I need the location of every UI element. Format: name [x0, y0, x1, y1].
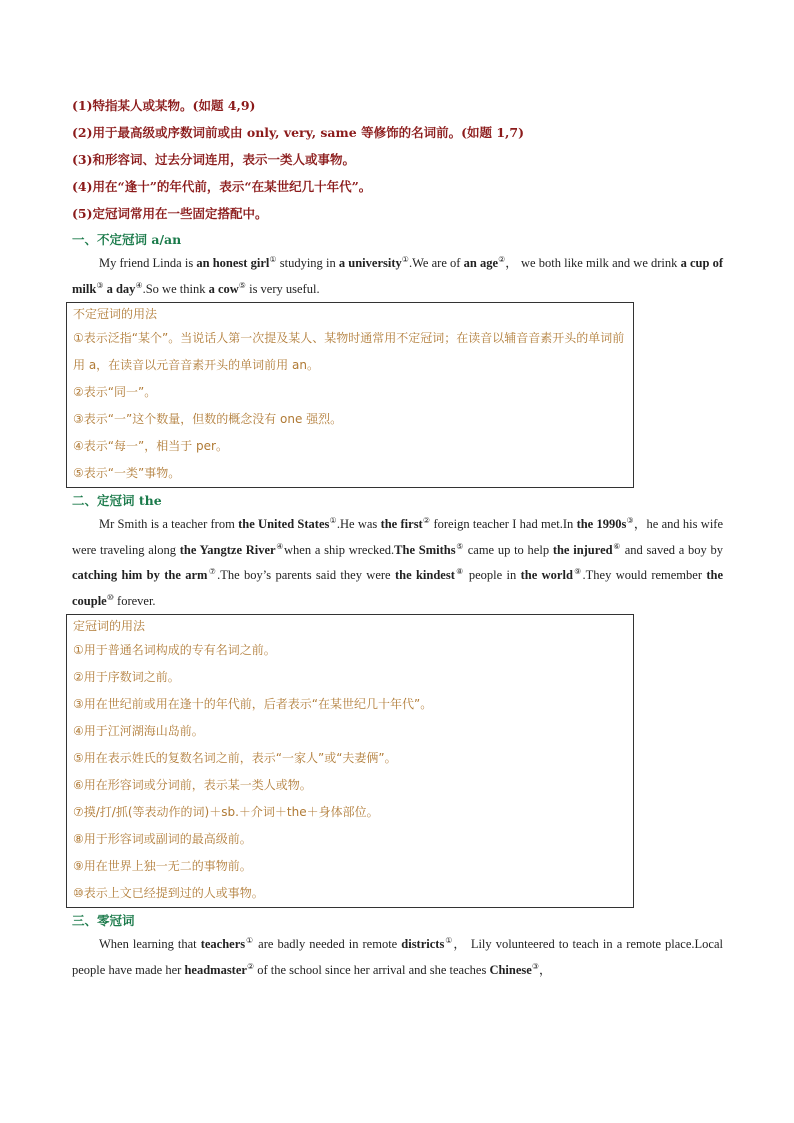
example-paragraph-3: When learning that teachers① are badly needed in remote districts①， Lily volunteered to teach in a remote place.Local people have made her headmaster② of the school since her arrival and she teaches Chinese③，	[72, 936, 723, 977]
usage-item: ③表示“一”这个数量，但数的概念没有 one 强烈。	[73, 412, 343, 426]
usage-item: ④用于江河湖海山岛前。	[73, 724, 204, 738]
section-heading-zero-article: 三、零冠词	[72, 913, 135, 928]
usage-item: ②表示“同一”。	[73, 385, 157, 399]
rules-list	[72, 92, 723, 227]
usage-item: ⑨用在世界上独一无二的事物前。	[73, 859, 252, 873]
indefinite-article-usage-box	[66, 302, 634, 488]
usage-item: ⑥用在形容词或分词前，表示某一类人或物。	[73, 778, 312, 792]
rule-5: (5)定冠词常用在一些固定搭配中。	[72, 206, 268, 221]
box-title: 不定冠词的用法	[73, 307, 158, 321]
usage-item: ②用于序数词之前。	[73, 670, 180, 684]
usage-item: ⑤表示“一类”事物。	[73, 466, 181, 480]
box-title: 定冠词的用法	[73, 619, 146, 633]
usage-item: ①用于普通名词构成的专有名词之前。	[73, 643, 276, 657]
definite-article-usage-box	[66, 614, 634, 908]
usage-item: ④表示“每一”，相当于 per。	[73, 439, 228, 453]
rule-1: (1)特指某人或某物。(如题 4,9)	[72, 98, 256, 113]
rule-2: (2)用于最高级或序数词前或由 only, very, same 等修饰的名词前。(如题 1,7)	[72, 125, 524, 140]
usage-item: ③用在世纪前或用在逢十的年代前，后者表示“在某世纪几十年代”。	[73, 697, 433, 711]
section-heading-definite-article: 二、定冠词 the	[72, 493, 162, 508]
example-paragraph-2: Mr Smith is a teacher from the United States①.He was the first② foreign teacher I had met.In the 1990s③，he and his wife were traveling along the Yangtze River④when a ship wrecked.The Smiths⑤ came up to help the injured⑥ and saved a boy by catching him by the arm⑦.The boy’s parents said they were the kindest⑧ people in the world⑨.They would remember the couple⑩ forever.	[72, 516, 724, 608]
rule-4: (4)用在“逢十”的年代前，表示“在某世纪几十年代”。	[72, 179, 372, 194]
document-page	[72, 92, 723, 983]
rule-3: (3)和形容词、过去分词连用，表示一类人或事物。	[72, 152, 356, 167]
usage-item: ⑤用在表示姓氏的复数名词之前，表示“一家人”或“夫妻俩”。	[73, 751, 397, 765]
usage-item: ⑩表示上文已经提到过的人或事物。	[73, 886, 264, 900]
usage-item: ⑦摸/打/抓(等表动作的词)＋sb.＋介词＋the＋身体部位。	[73, 805, 379, 819]
usage-item: ①表示泛指“某个”。当说话人第一次提及某人、某物时通常用不定冠词；在读音以辅音音素开头的单词前用 a，在读音以元音音素开头的单词前用 an。	[73, 331, 625, 372]
section-heading-indefinite-article: 一、不定冠词 a/an	[72, 232, 182, 247]
usage-item: ⑧用于形容词或副词的最高级前。	[73, 832, 252, 846]
example-paragraph-1: My friend Linda is an honest girl① studying in a university①.We are of an age②， we both like milk and we drink a cup of milk③ a day④.So we think a cow⑤ is very useful.	[72, 255, 724, 296]
